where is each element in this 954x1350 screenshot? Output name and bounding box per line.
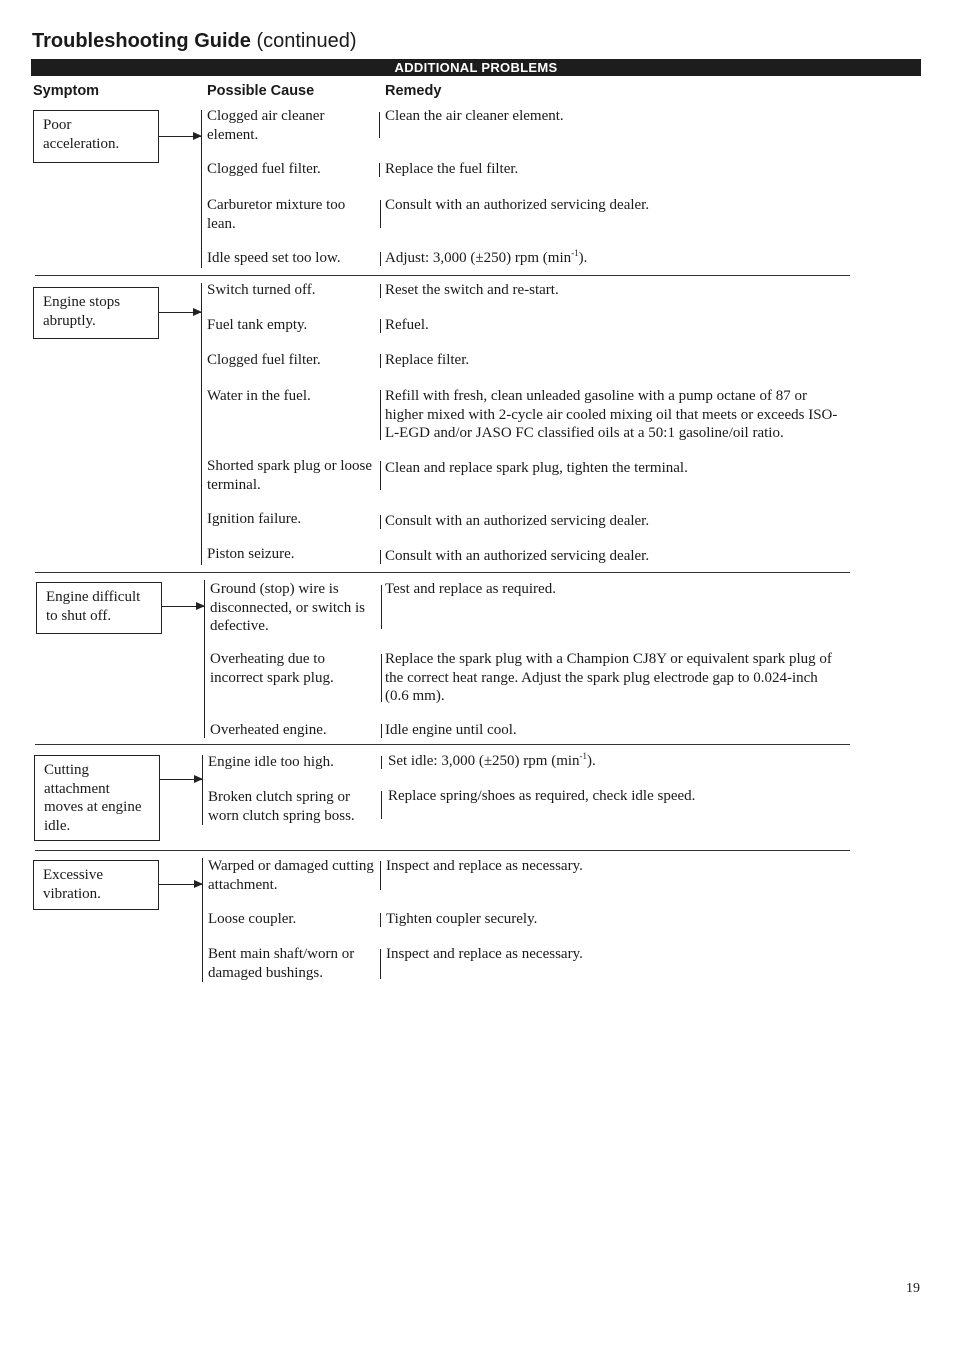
cause-text: Broken clutch spring or worn clutch spring boss. [208,789,355,824]
remedy-bracket [381,585,382,629]
remedy-bracket [379,112,380,138]
remedy-bracket [379,163,380,177]
remedy-bracket [380,252,381,266]
remedy-text: Replace the spark plug with a Champion CJ8Y or equivalent spark plug of the correct heat range. Adjust the spark plug electrode gap to 0.024-inch (0.6 mm). [385,651,832,704]
symptom-box: Engine difficult to shut off. [36,582,162,634]
remedy-text: Inspect and replace as necessary. [386,946,583,962]
page-title-main: Troubleshooting Guide [32,30,251,52]
cause-text: Clogged fuel filter. [207,161,321,177]
remedy-text: Consult with an authorized servicing dealer. [385,548,650,564]
cause-text: Ground (stop) wire is disconnected, or switch is defective. [210,581,365,634]
remedy-text: Refuel. [385,317,429,333]
remedy-text: Consult with an authorized servicing dealer. [385,197,650,213]
remedy-text: Idle engine until cool. [385,722,517,738]
page-title [32,30,357,53]
group-divider [35,275,850,276]
cause-bracket [201,283,202,565]
remedy-bracket [380,949,381,979]
cause-text: Switch turned off. [207,282,316,298]
cause-text: Water in the fuel. [207,388,311,404]
remedy-text-tail: ). [587,753,596,769]
remedy-bracket [381,654,382,702]
cause-text: Loose coupler. [208,911,297,927]
symptom-box: Excessive vibration. [33,860,159,910]
remedy-superscript: -1 [571,248,579,258]
remedy-bracket [381,756,382,769]
remedy-bracket [381,791,382,819]
remedy-bracket [380,354,381,368]
cause-text: Bent main shaft/worn or damaged bushings. [208,946,355,981]
arrow-icon [159,312,201,313]
column-header-remedy: Remedy [385,83,442,99]
remedy-text: Inspect and replace as necessary. [386,858,583,874]
page-title-suffix: (continued) [256,30,357,52]
remedy-bracket [380,861,381,890]
cause-text: Clogged air cleaner element. [207,108,325,143]
cause-text: Shorted spark plug or loose terminal. [207,458,372,493]
remedy-text: Reset the switch and re-start. [385,282,559,298]
remedy-bracket [381,724,382,738]
remedy-bracket [380,913,381,927]
cause-bracket [202,755,203,825]
group-divider [35,744,850,745]
page-number: 19 [906,1281,920,1296]
remedy-bracket [380,390,381,440]
remedy-bracket [380,461,381,490]
symptom-box: Poor acceleration. [33,110,159,163]
remedy-text-main: Set idle: 3,000 (±250) rpm (min [388,753,580,769]
remedy-bracket [380,284,381,298]
group-divider [35,572,850,573]
cause-bracket [201,110,202,268]
remedy-superscript: -1 [579,751,588,761]
remedy-text: Replace filter. [385,352,470,368]
section-banner: ADDITIONAL PROBLEMS [31,59,921,76]
group-divider [35,850,850,851]
remedy-text: Clean the air cleaner element. [385,108,564,124]
remedy-text: Tighten coupler securely. [386,911,538,927]
cause-bracket [202,858,203,982]
remedy-bracket [380,550,381,564]
cause-text: Idle speed set too low. [207,250,341,266]
cause-text: Clogged fuel filter. [207,352,321,368]
remedy-text: Replace the fuel filter. [385,161,519,177]
cause-text: Carburetor mixture too lean. [207,197,346,232]
cause-text: Ignition failure. [207,511,302,527]
arrow-icon [162,606,204,607]
remedy-text [388,752,848,771]
remedy-bracket [380,515,381,529]
arrow-icon [159,136,201,137]
column-header-symptom: Symptom [33,83,100,99]
remedy-text: Test and replace as required. [385,581,556,597]
remedy-text: Consult with an authorized servicing dealer. [385,513,650,529]
cause-text: Overheated engine. [210,722,327,738]
cause-text: Fuel tank empty. [207,317,308,333]
symptom-box: Engine stops abruptly. [33,287,159,339]
column-header-cause: Possible Cause [207,83,315,99]
remedy-text: Refill with fresh, clean unleaded gasoline with a pump octane of 87 or higher mixed with 2-cycle air cooled mixing oil that meets or exceeds ISO-L-EGD and/or JASO FC classified oils at a 50:1 gasoline/oil ratio. [385,388,838,441]
cause-text: Warped or damaged cutting attachment. [208,858,374,893]
symptom-box: Cutting attachment moves at engine idle. [34,755,160,841]
remedy-text [385,249,845,268]
remedy-text: Clean and replace spark plug, tighten the terminal. [385,460,688,476]
arrow-icon [160,779,202,780]
remedy-bracket [380,319,381,333]
arrow-icon [159,884,202,885]
remedy-text-tail: ). [578,250,588,266]
cause-text: Piston seizure. [207,546,295,562]
cause-text: Overheating due to incorrect spark plug. [210,651,334,686]
remedy-text-main: Adjust: 3,000 (±250) rpm (min [385,250,572,266]
cause-bracket [204,580,205,738]
cause-text: Engine idle too high. [208,754,334,770]
remedy-text: Replace spring/shoes as required, check idle speed. [388,788,696,804]
remedy-bracket [380,200,381,228]
